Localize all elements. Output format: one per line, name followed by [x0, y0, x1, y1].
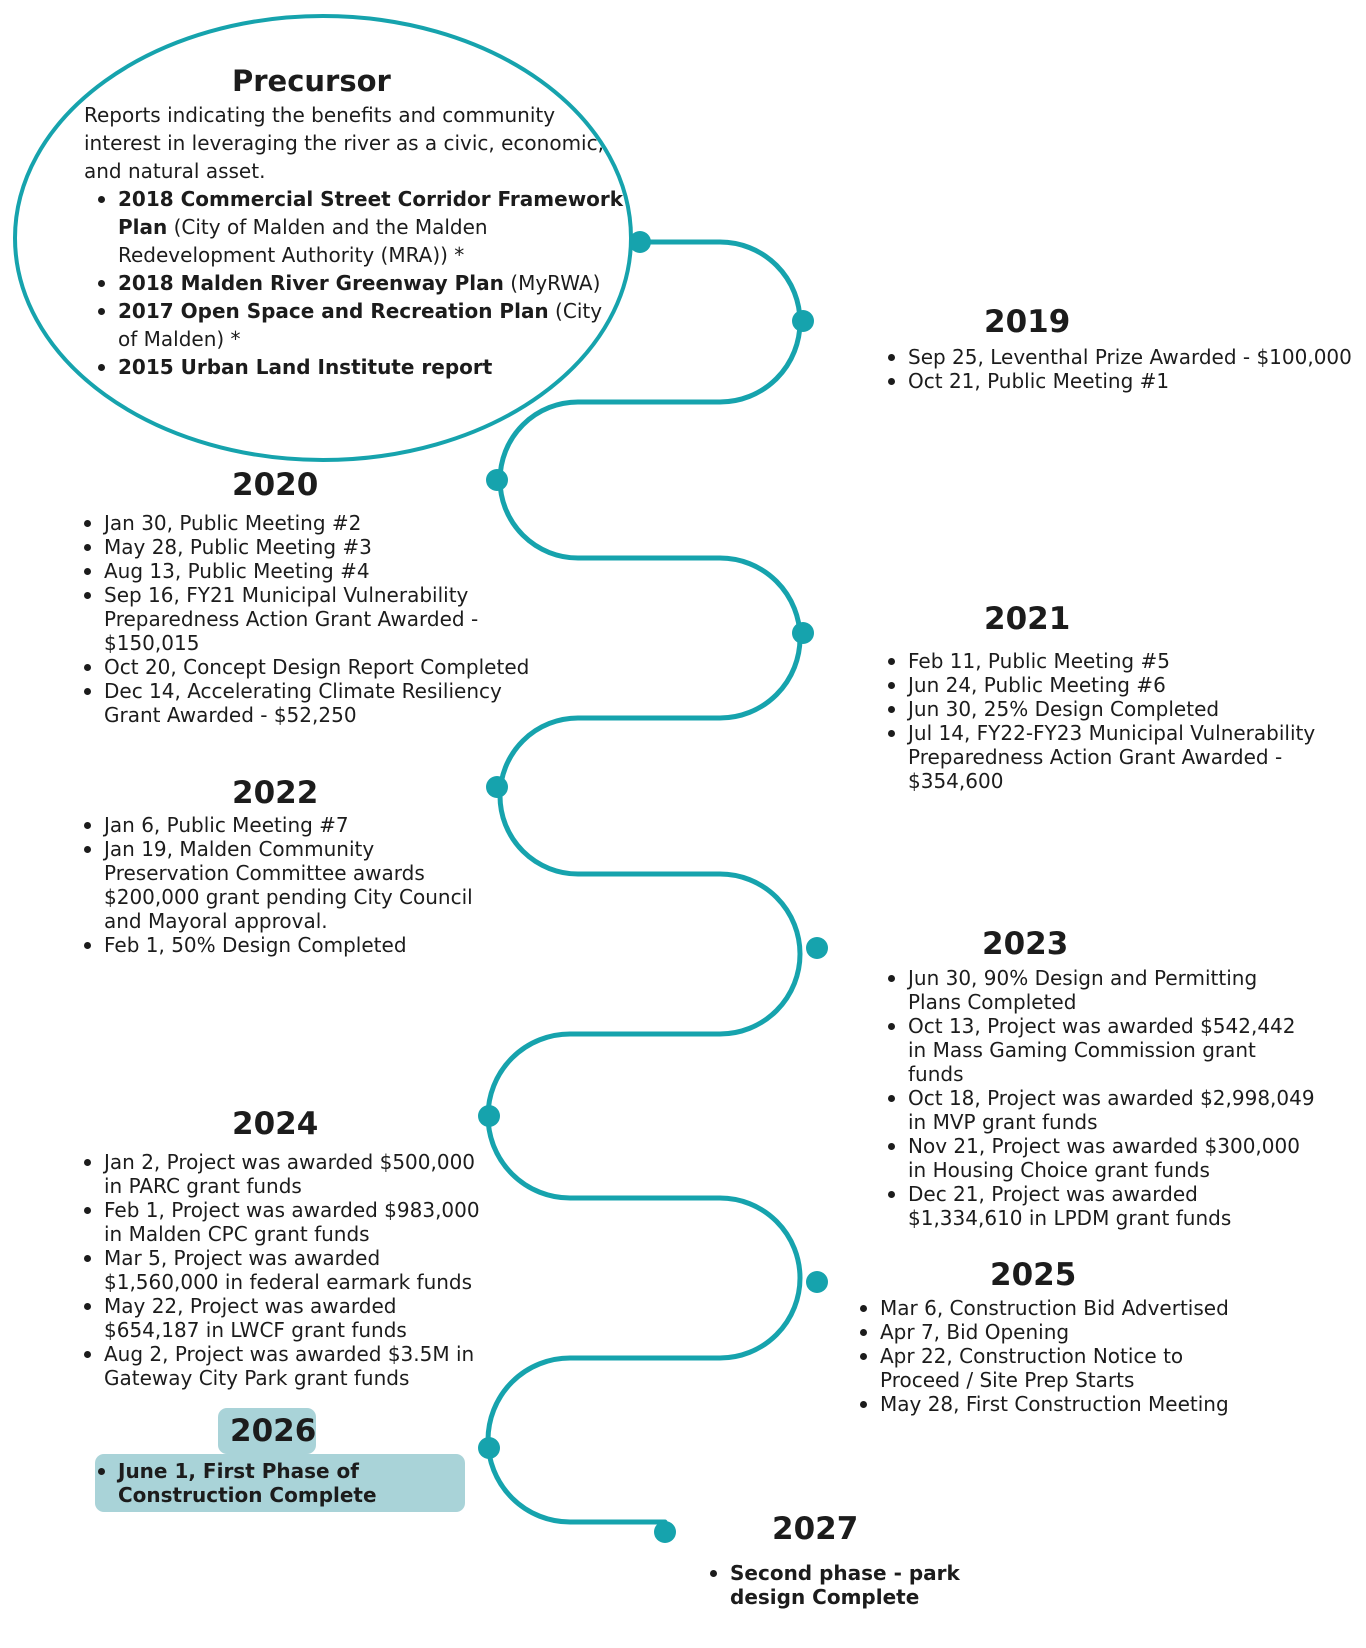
precursor-item: 2015 Urban Land Institute report	[118, 353, 626, 381]
serpentine-line	[488, 242, 800, 1522]
timeline-item: May 28, Public Meeting #3	[104, 535, 562, 559]
timeline-item: Apr 7, Bid Opening	[880, 1320, 1258, 1344]
year-label-2023: 2023	[982, 926, 1069, 962]
precursor-intro: Reports indicating the benefits and community interest in leveraging the river as a civic, economic, and natural asset.	[84, 103, 604, 183]
timeline-item: Jun 30, 90% Design and Permitting Plans Completed	[908, 966, 1316, 1014]
timeline-node-2023	[806, 937, 828, 959]
year-label-2022: 2022	[232, 775, 319, 811]
timeline-node-2026	[478, 1437, 500, 1459]
timeline-item: May 22, Project was awarded $654,187 in LWCF grant funds	[104, 1294, 482, 1342]
precursor-item: 2018 Commercial Street Corridor Framework Plan (City of Malden and the Malden Redevelopment Authority (MRA)) *	[118, 185, 626, 269]
timeline-node	[629, 231, 651, 253]
timeline-node-2027	[654, 1521, 676, 1543]
year-items-2020	[82, 511, 562, 727]
timeline-node-2020	[486, 469, 508, 491]
year-items-2022	[82, 813, 502, 957]
year-items-2023	[886, 966, 1316, 1230]
timeline-item: Feb 11, Public Meeting #5	[908, 649, 1316, 673]
timeline-item: Jun 24, Public Meeting #6	[908, 673, 1316, 697]
year-items-2024	[82, 1150, 482, 1390]
precursor-title: Precursor	[232, 64, 391, 98]
year-label-2026: 2026	[230, 1413, 317, 1449]
timeline-node-2022	[486, 776, 508, 798]
year-label-2020: 2020	[232, 467, 319, 503]
year-items-2027	[708, 1561, 1008, 1609]
year-items-2019	[886, 345, 1356, 393]
year-label-2024: 2024	[232, 1106, 319, 1142]
year-label-2021: 2021	[984, 601, 1071, 637]
timeline-item: Sep 25, Leventhal Prize Awarded - $100,000	[908, 345, 1356, 369]
precursor-item: 2018 Malden River Greenway Plan (MyRWA)	[118, 269, 626, 297]
timeline-item: Mar 6, Construction Bid Advertised	[880, 1296, 1258, 1320]
timeline-item: Nov 21, Project was awarded $300,000 in Housing Choice grant funds	[908, 1134, 1316, 1182]
timeline-item: Oct 13, Project was awarded $542,442 in Mass Gaming Commission grant funds	[908, 1014, 1316, 1086]
timeline-item: Aug 13, Public Meeting #4	[104, 559, 562, 583]
timeline-item: Aug 2, Project was awarded $3.5M in Gateway City Park grant funds	[104, 1342, 482, 1390]
timeline-item: Oct 18, Project was awarded $2,998,049 in MVP grant funds	[908, 1086, 1315, 1134]
timeline-item: Sep 16, FY21 Municipal Vulnerability Preparedness Action Grant Awarded - $150,015	[104, 583, 562, 655]
timeline-item: Second phase - park design Complete	[730, 1561, 1008, 1609]
year-label-2025: 2025	[990, 1257, 1077, 1293]
timeline-item: Jul 14, FY22-FY23 Municipal Vulnerability Preparedness Action Grant Awarded - $354,600	[908, 721, 1316, 793]
year-label-2019: 2019	[984, 304, 1071, 340]
timeline-item: May 28, First Construction Meeting	[880, 1392, 1258, 1416]
timeline-item: Jan 6, Public Meeting #7	[104, 813, 502, 837]
timeline-item: Feb 1, 50% Design Completed	[104, 933, 502, 957]
timeline-item: June 1, First Phase of Construction Complete	[118, 1459, 476, 1507]
year-items-2025	[858, 1296, 1258, 1416]
timeline-item: Jan 19, Malden Community Preservation Committee awards $200,000 grant pending City Council and Mayoral approval.	[104, 837, 502, 933]
timeline-node-2021	[792, 622, 814, 644]
timeline-item: Mar 5, Project was awarded $1,560,000 in federal earmark funds	[104, 1246, 482, 1294]
timeline-node-2025	[806, 1271, 828, 1293]
timeline-item: Jan 30, Public Meeting #2	[104, 511, 562, 535]
year-label-2027: 2027	[772, 1511, 859, 1547]
timeline-node-2024	[478, 1105, 500, 1127]
precursor-list	[96, 185, 626, 381]
timeline-item: Dec 14, Accelerating Climate Resiliency Grant Awarded - $52,250	[104, 679, 562, 727]
timeline-item: Apr 22, Construction Notice to Proceed / Site Prep Starts	[880, 1344, 1258, 1392]
timeline-item: Dec 21, Project was awarded $1,334,610 in LPDM grant funds	[908, 1182, 1316, 1230]
year-items-2021	[886, 649, 1316, 793]
timeline-item: Oct 21, Public Meeting #1	[908, 369, 1356, 393]
precursor-item: 2017 Open Space and Recreation Plan (City of Malden) *	[118, 297, 626, 353]
year-items-2026	[96, 1459, 476, 1507]
timeline-item: Oct 20, Concept Design Report Completed	[104, 655, 562, 679]
timeline-item: Jan 2, Project was awarded $500,000 in PARC grant funds	[104, 1150, 482, 1198]
timeline-item: Jun 30, 25% Design Completed	[908, 697, 1316, 721]
timeline-node-2019	[792, 310, 814, 332]
timeline-item: Feb 1, Project was awarded $983,000 in Malden CPC grant funds	[104, 1198, 482, 1246]
